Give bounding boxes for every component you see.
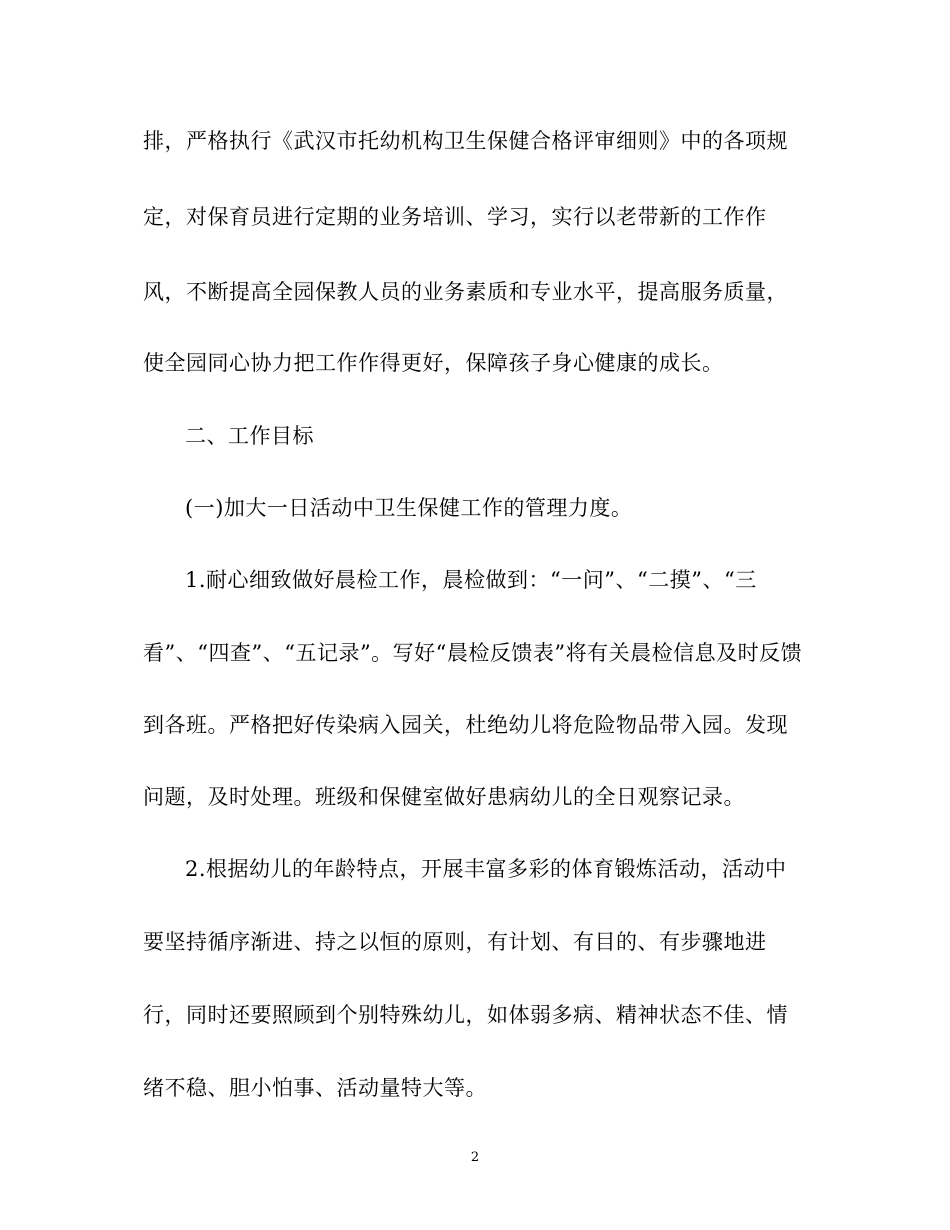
paragraph-line: 到各班。严格把好传染病入园关，杜绝幼儿将危险物品带入园。发现: [143, 713, 788, 737]
paragraph-line: 问题，及时处理。班级和保健室做好患病幼儿的全日观察记录。: [143, 785, 745, 809]
paragraph-line: 定，对保育员进行定期的业务培训、学习，实行以老带新的工作作: [143, 205, 767, 229]
page-number: 2: [470, 1150, 480, 1165]
subsection-heading: (一)加大一日活动中卫生保健工作的管理力度。: [185, 496, 633, 520]
paragraph-line: 1.耐心细致做好晨检工作，晨检做到：“一问”、“二摸”、“三: [185, 568, 757, 592]
paragraph-line: 要坚持循序渐进、持之以恒的原则，有计划、有目的、有步骤地进: [143, 930, 767, 954]
paragraph-line: 看”、“四查”、“五记录”。写好“晨检反馈表”将有关晨检信息及时反馈: [143, 641, 803, 665]
paragraph-line: 排，严格执行《武汉市托幼机构卫生保健合格评审细则》中的各项规: [143, 129, 788, 153]
paragraph-line: 行，同时还要照顾到个别特殊幼儿，如体弱多病、精神状态不佳、情: [143, 1003, 788, 1027]
section-heading: 二、工作目标: [185, 424, 314, 448]
paragraph-line: 绪不稳、胆小怕事、活动量特大等。: [143, 1076, 487, 1100]
paragraph-line: 2.根据幼儿的年龄特点，开展丰富多彩的体育锻炼活动，活动中: [185, 857, 787, 881]
paragraph-line: 使全园同心协力把工作作得更好，保障孩子身心健康的成长。: [143, 351, 724, 375]
paragraph-line: 风，不断提高全园保教人员的业务素质和专业水平，提高服务质量，: [143, 280, 788, 304]
